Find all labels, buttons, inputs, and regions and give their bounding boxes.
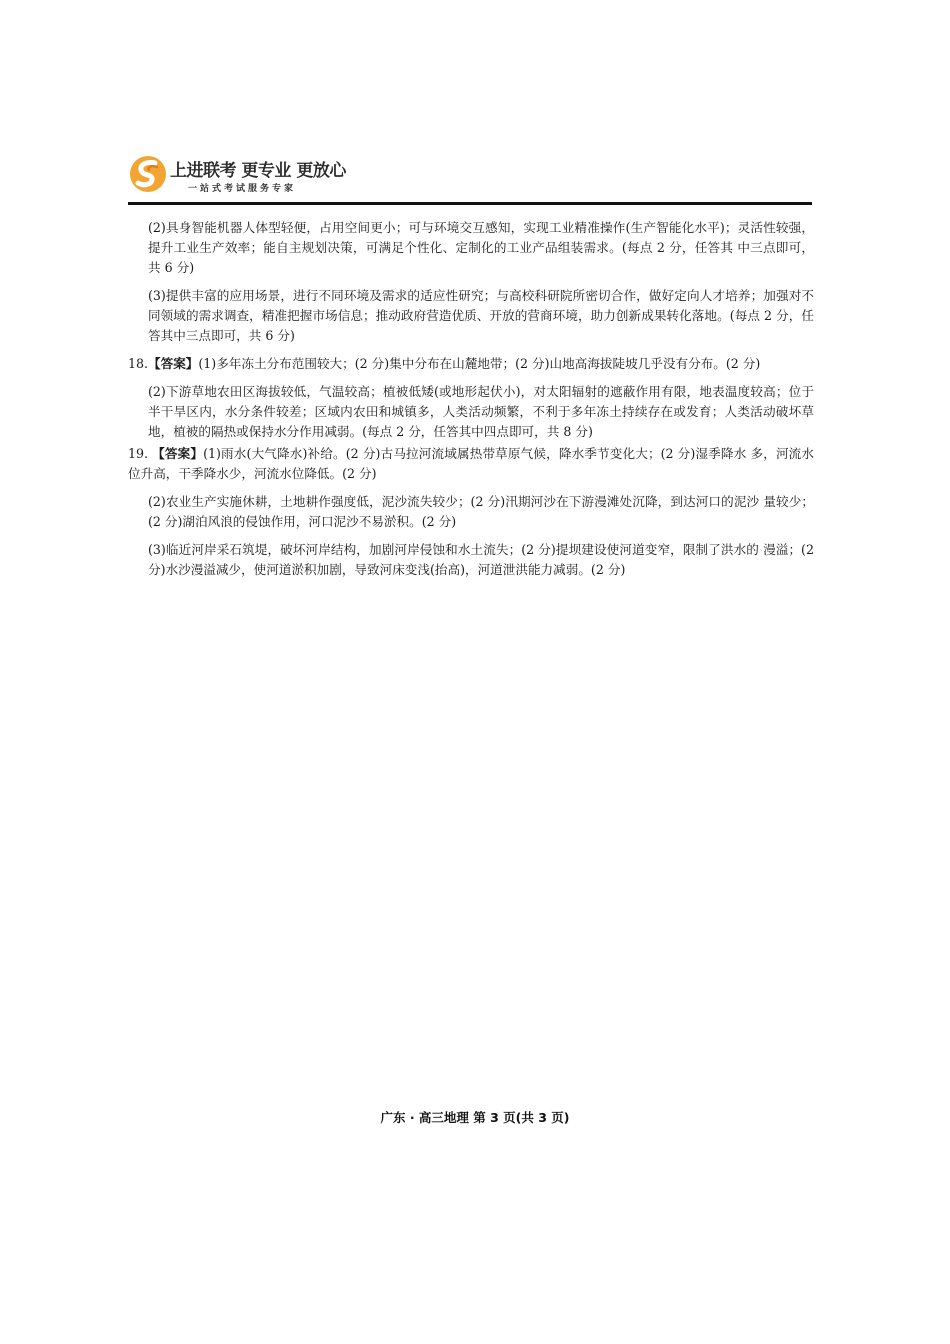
answer-content bbox=[128, 218, 814, 580]
q19-answer-part1 bbox=[128, 444, 814, 484]
header-divider bbox=[128, 202, 812, 205]
page-footer: 广东 · 高三地理 第 3 页(共 3 页) bbox=[380, 1110, 570, 1125]
q18-part1-text: (1)多年冻土分布范围较大；(2 分)集中分布在山麓地带；(2 分)山地高海拔陡坡几乎没有分布。(2 分) bbox=[198, 356, 761, 371]
q19-answer-part2: (2)农业生产实施休耕，土地耕作强度低，泥沙流失较少；(2 分)汛期河沙在下游漫滩处沉降，到达河口的泥沙 量较少；(2 分)湖泊风浪的侵蚀作用，河口泥沙不易淤积。(2 分) bbox=[148, 494, 814, 529]
q18-answer-label: 【答案】 bbox=[148, 356, 199, 371]
q18-number: 18. bbox=[128, 356, 149, 371]
q18-answer-part2: (2)下游草地农田区海拔较低，气温较高；植被低矮(或地形起伏小)，对太阳辐射的遮蔽作用有限，地表温度较高；位于半干旱区内，水分条件较差；区域内农田和城镇多，人类活动频繁，不利于多年冻土持续存在或发育；人类活动破坏草地，植被的隔热或保持水分作用减弱。(每点 2 分，任答其中四点即可，共 8 分) bbox=[148, 384, 814, 439]
logo-tagline: 一站式考试服务专家 bbox=[188, 184, 297, 194]
q19-part1-text: (1)雨水(大气降水)补给。(2 分)古马拉河流域属热带草原气候，降水季节变化大；(2 分)湿季降水 多，河流水位升高，干季降水少，河流水位降低。(2 分) bbox=[128, 446, 815, 481]
q17-answer-part2: (2)具身智能机器人体型轻便，占用空间更小；可与环境交互感知，实现工业精准操作(生产智能化水平)；灵活性较强，提升工业生产效率；能自主规划决策，可满足个性化、定制化的工业产品组装需求。(每点 2 分，任答其 中三点即可，共 6 分) bbox=[148, 220, 814, 275]
page-header bbox=[128, 152, 812, 206]
logo-icon bbox=[128, 154, 168, 194]
q18-answer-part1 bbox=[128, 354, 814, 374]
q19-answer-part3: (3)临近河岸采石筑堤，破坏河岸结构，加剧河岸侵蚀和水土流失；(2 分)提坝建设使河道变窄，限制了洪水的 漫溢；(2 分)水沙漫溢减少，使河道淤积加剧，导致河床变浅(抬高)，河道泄洪能力减弱。(2 分) bbox=[148, 542, 814, 577]
q17-answer-part3: (3)提供丰富的应用场景，进行不同环境及需求的适应性研究；与高校科研院所密切合作，做好定向人才培养；加强对不同领域的需求调查，精准把握市场信息；推动政府营造优质、开放的营商环境，助力创新成果转化落地。(每点 2 分，任答其中三点即可，共 6 分) bbox=[148, 288, 814, 343]
q19-number: 19. bbox=[128, 446, 149, 461]
logo-slogan: 上进联考 更专业 更放心 bbox=[170, 161, 346, 181]
q19-answer-label: 【答案】 bbox=[152, 446, 204, 461]
